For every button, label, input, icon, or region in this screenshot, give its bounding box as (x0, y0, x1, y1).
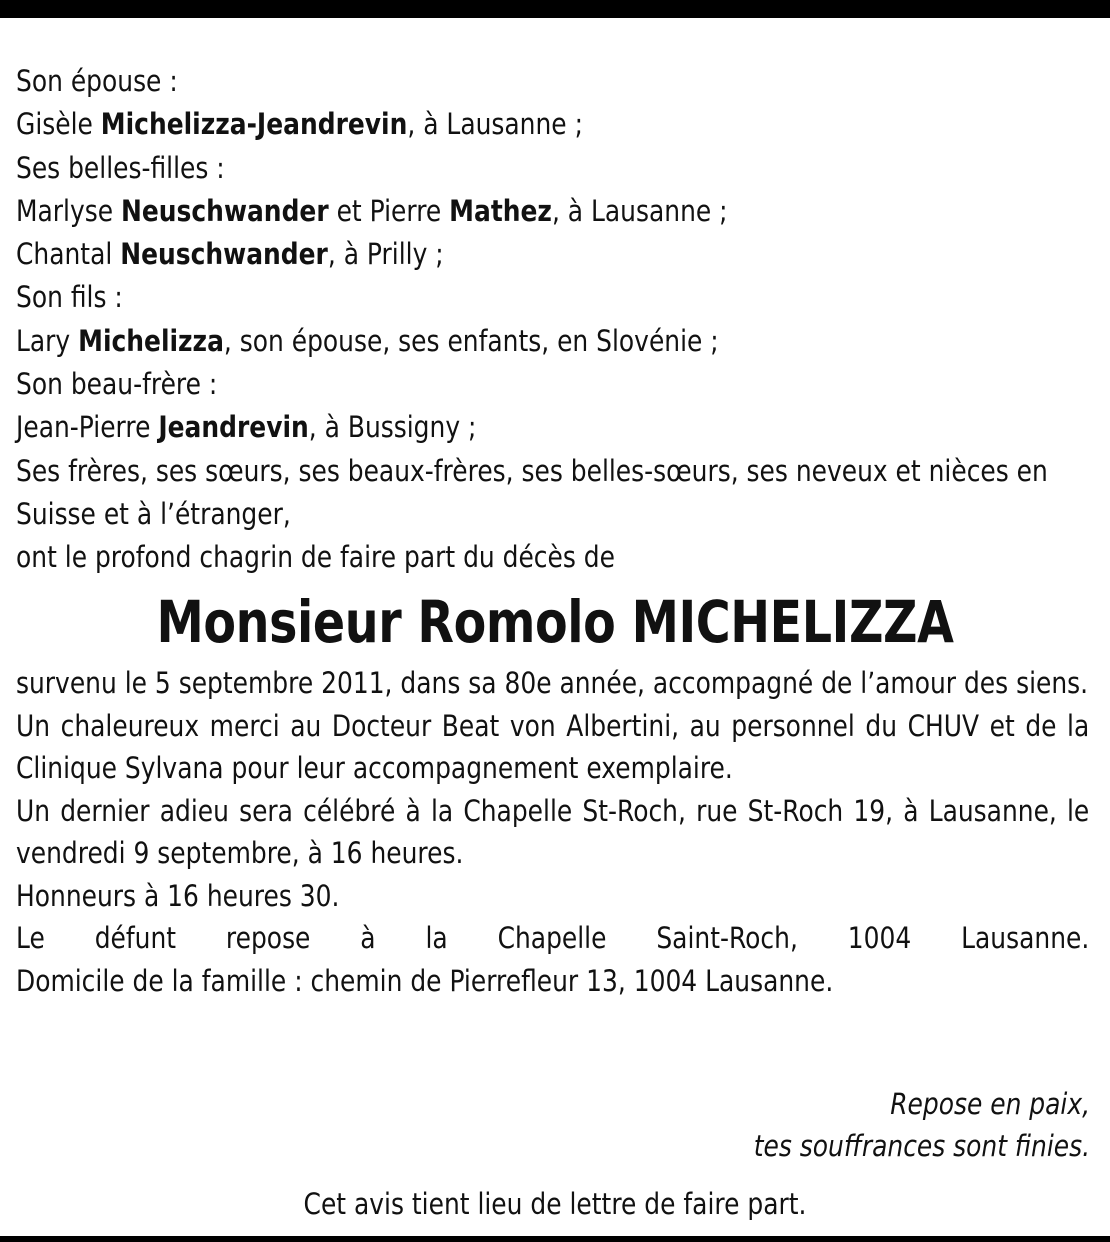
top-rule (0, 0, 1110, 18)
surname: Mathez (449, 193, 552, 228)
first-name: Chantal (16, 237, 121, 272)
honours-paragraph: Honneurs à 16 heures 30. (16, 878, 340, 913)
first-name: et Pierre (328, 193, 450, 228)
location: , son épouse, ses enfants, en Slovénie ; (223, 323, 719, 358)
daughter-in-law-entry-1 (16, 190, 1089, 233)
daughter-in-law-entry-2 (16, 233, 1089, 276)
brother-in-law-entry (16, 406, 1089, 449)
son-heading: Son fils : (16, 280, 123, 315)
son-entry (16, 320, 1089, 363)
family-address-paragraph: Domicile de la famille : chemin de Pierrefleur 13, 1004 Lausanne. (16, 963, 834, 998)
first-name: Marlyse (16, 193, 122, 228)
location: , à Bussigny ; (308, 410, 477, 445)
announcement-intro: ont le profond chagrin de faire part du décès de (16, 540, 615, 575)
details (16, 662, 1089, 1002)
first-name: Jean-Pierre (16, 410, 159, 445)
first-name: Gisèle (16, 107, 101, 142)
bottom-rule (0, 1236, 1110, 1242)
thanks-paragraph: Un chaleureux merci au Docteur Beat von Albertini, au personnel du CHUV et de la Clinique Sylvana pour leur accompagnement exemplaire. (16, 708, 1090, 785)
spouse-entry (16, 103, 1089, 146)
repose-paragraph: Le défunt repose à la Chapelle Saint-Roch, 1004 Lausanne. (16, 921, 1090, 955)
daughters-in-law-heading: Ses belles-filles : (16, 150, 225, 185)
surname: Michelizza (78, 323, 224, 358)
surname: Michelizza-Jeandrevin (100, 107, 408, 142)
deceased-name: Monsieur Romolo MICHELIZZA (156, 588, 954, 656)
surname: Neuschwander (121, 193, 329, 228)
death-date-paragraph: survenu le 5 septembre 2011, dans sa 80e année, accompagné de l’amour des siens. (16, 666, 1089, 700)
surname: Jeandrevin (158, 410, 309, 445)
spouse-heading: Son épouse : (16, 64, 178, 98)
location: , à Lausanne ; (407, 107, 583, 142)
closing-line-2: tes souffrances sont finies. (753, 1129, 1090, 1163)
first-name: Lary (16, 323, 79, 358)
location: , à Prilly ; (327, 237, 444, 272)
surname: Neuschwander (120, 237, 328, 272)
closing-line-1: Repose en paix, (890, 1087, 1090, 1121)
ceremony-paragraph: Un dernier adieu sera célébré à la Chapelle St-Roch, rue St-Roch 19, à Lausanne, le vendredi 9 septembre, à 16 heures. (16, 793, 1090, 870)
brother-in-law-heading: Son beau-frère : (16, 367, 218, 402)
family-list (16, 60, 1089, 580)
closing-verse (754, 1083, 1090, 1167)
footer-note: Cet avis tient lieu de lettre de faire part. (303, 1187, 807, 1221)
location: , à Lausanne ; (551, 193, 728, 228)
extended-family: Ses frères, ses sœurs, ses beaux-frères, ses belles-sœurs, ses neveux et nièces en Suisse et à l’étranger, (16, 453, 1048, 531)
